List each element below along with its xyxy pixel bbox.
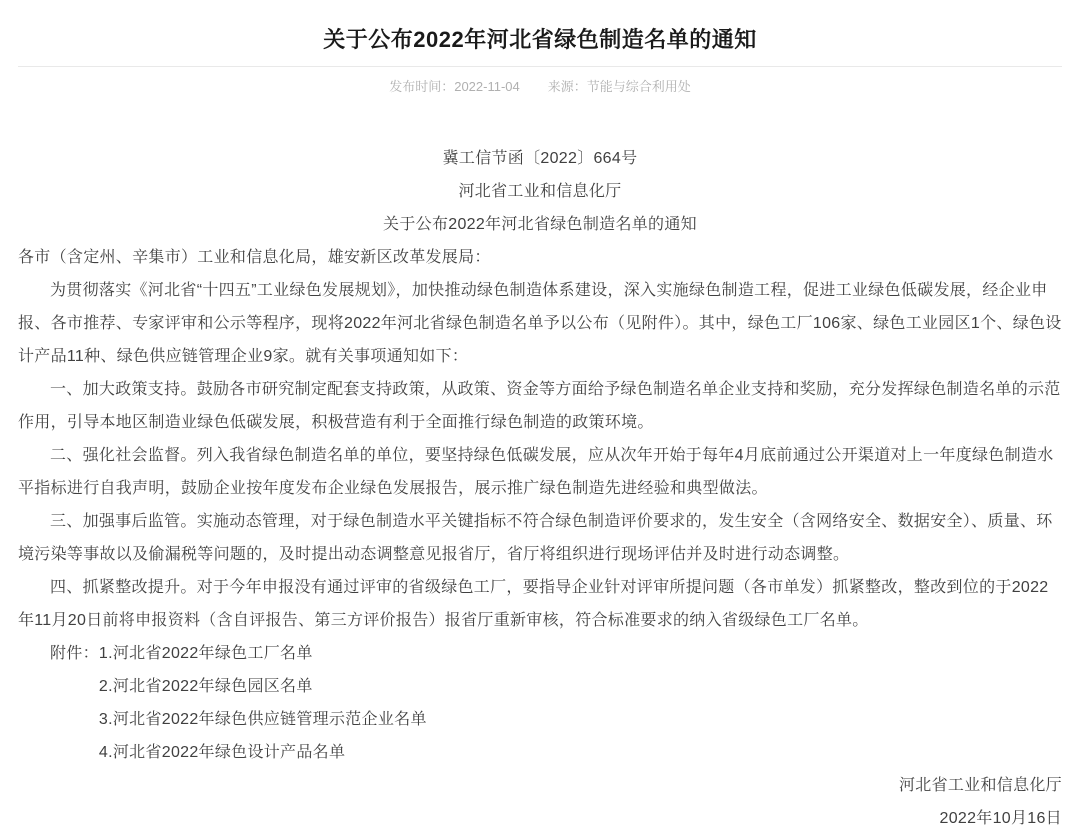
notice-document [18,142,1062,825]
page-title: 关于公布2022年河北省绿色制造名单的通知 [323,27,757,52]
signature-date: 2022年10月16日 [939,810,1062,825]
attachment-item: 3.河北省2022年绿色供应链管理示范企业名单 [98,711,427,728]
meta-bar [0,67,1080,96]
attachment-item: 1.河北省2022年绿色工厂名单 [98,645,313,662]
paragraph-intro: 为贯彻落实《河北省“十四五”工业绿色发展规划》，加快推动绿色制造体系建设，深入实施绿色制造工程，促进工业绿色低碳发展，经企业申报、各市推荐、专家评审和公示等程序，现将2022年河北省绿色制造名单予以公布（见附件）。其中，绿色工厂106家、绿色工业园区1个、绿色设计产品11种、绿色供应链管理企业9家。就有关事项通知如下： [18,282,1062,365]
source-value: 节能与综合利用处 [586,79,691,94]
salutation: 各市（含定州、辛集市）工业和信息化局，雄安新区改革发展局： [18,249,491,266]
source-label: 来源： [547,79,587,94]
paragraph-item-4: 四、抓紧整改提升。对于今年申报没有通过评审的省级绿色工厂，要指导企业针对评审所提问题（各市单发）抓紧整改，整改到位的于2022年11月20日前将申报资料（含自评报告、第三方评价报告）报省厅重新审核，符合标准要求的纳入省级绿色工厂名单。 [18,579,1049,629]
attachments-label: 附件： [50,645,99,662]
attachment-item: 4.河北省2022年绿色设计产品名单 [98,744,346,761]
doc-title: 关于公布2022年河北省绿色制造名单的通知 [383,216,697,233]
attachments-list [99,637,1062,769]
publish-time-label: 发布时间： [389,79,455,94]
attachments-block [50,637,1062,769]
paragraph-item-1: 一、加大政策支持。鼓励各市研究制定配套支持政策，从政策、资金等方面给予绿色制造名单企业支持和奖励，充分发挥绿色制造名单的示范作用，引导本地区制造业绿色低碳发展，积极营造有利于全面推行绿色制造的政策环境。 [18,381,1061,431]
signature-org: 河北省工业和信息化厅 [898,777,1062,794]
paragraph-item-3: 三、加强事后监管。实施动态管理，对于绿色制造水平关键指标不符合绿色制造评价要求的，发生安全（含网络安全、数据安全）、质量、环境污染等事故以及偷漏税等问题的，及时提出动态调整意见报省厅，省厅将组织进行现场评估并及时进行动态调整。 [18,513,1053,563]
publish-time-value: 2022-11-04 [454,79,520,94]
attachment-item: 2.河北省2022年绿色园区名单 [98,678,313,695]
paragraph-item-2: 二、强化社会监督。列入我省绿色制造名单的单位，要坚持绿色低碳发展，应从次年开始于每年4月底前通过公开渠道对上一年度绿色制造水平指标进行自我声明，鼓励企业按年度发布企业绿色发展报告，展示推广绿色制造先进经验和典型做法。 [18,447,1054,497]
doc-issuer: 河北省工业和信息化厅 [458,183,622,200]
doc-number: 冀工信节函〔2022〕664号 [442,150,638,167]
